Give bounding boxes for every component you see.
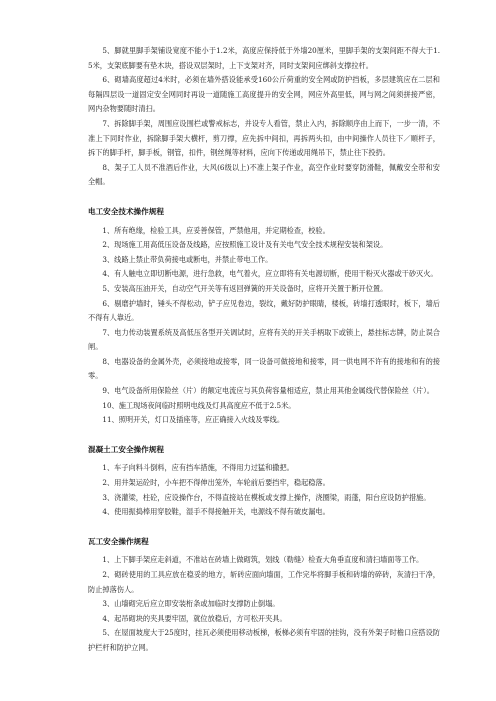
paragraph: 4、使用振捣棒用穿胶鞋，湿手不得接触开关，电源线不得有破皮漏电。 xyxy=(102,507,330,517)
paragraph: 5、脚就里脚手架铺设宽度不能小于1.2米，高度应保持低于外墙20厘米，里脚手架的支架间距不得大于1.5米，支架底脚要有垫木块，搭设双层架时，上下支架对齐，同时支架间应绑斜支撑拉杆。 xyxy=(88,46,440,70)
paragraph: 5、安装高压油开关，自动空气开关等有返回弹簧的开关设备时，应将开关置于断开位置。 xyxy=(102,283,388,293)
paragraph: 6、砌墙高度超过4米时，必须在墙外搭设能承受160公斤荷重的安全网或防护挡板，多层建筑应在二层和每隔四层设一道固定安全网同时再设一道随施工高度提升的安全网，网应外高里低，网与网之间须拼接严密，网内杂物要随时清扫。 xyxy=(88,75,440,114)
paragraph: 5、在屋面坡度大于25度时，挂瓦必须使用移动板梯，板梯必须有牢固的挂钩，没有外架子时檐口应搭设防护栏杆和防护立网。 xyxy=(88,628,440,652)
paragraph: 4、起吊砌块的夹具要牢固，就位放稳后，方可松开夹具。 xyxy=(102,613,287,623)
paragraph: 3、浇灌梁，柱砼，应设操作台，不得直接站在模板或支撑上操作，浇圈梁，雨蓬，阳台应设防护措施。 xyxy=(102,492,431,502)
paragraph: 6、剔磨护墙时，锤头不得松动，铲子应见卷边，裂纹，戴好防护眼睛，楼板，砖墙打透眼时，板下，墙后不得有人靠近。 xyxy=(88,298,440,323)
section-concrete xyxy=(88,443,440,520)
paragraph: 4、有人触电立即切断电源，进行急救，电气着火，应立即将有关电源切断，使用干粉灭火器或干砂灭火。 xyxy=(102,269,438,279)
paragraph: 3、线路上禁止带负荷接电或断电，并禁止带电工作。 xyxy=(102,254,273,264)
paragraph: 1、上下脚手架应走斜道，不准站在砖墙上做砌筑，划线（勒缝）检查大角垂直度和清扫墙面等工作。 xyxy=(102,555,424,565)
paragraph: 7、拆除脚手架，周围应设围栏或警戒标志，并设专人看管，禁止入内，拆除顺序由上而下，一步一清，不准上下同时作业，拆除脚手架大横杆，剪刀撑，应先拆中间扣，再拆两头扣，由中间操作人员往下／順杆子，拆下的脚手杆，脚手板，钢管，扣件，钢丝绳等材料，应向下传递或用绳吊下，禁止往下投扔。 xyxy=(88,118,440,158)
paragraph: 7、电力传动装置系统及高低压各型开关调试时，应将有关的开关手柄取下或锁上，悬挂标志牌，防止误合闸。 xyxy=(88,327,440,352)
section-electrician xyxy=(88,205,440,428)
paragraph: 11、照明开关，灯口及插座等，应正确接入火线及零线。 xyxy=(102,415,285,425)
section-heading: 混凝土工安全操作规程 xyxy=(88,444,164,454)
paragraph: 1、所有绝缘，检验工具，应妥善保管，严禁他用，并定期检查，校验。 xyxy=(102,225,330,235)
section-heading: 瓦工安全操作规程 xyxy=(88,536,149,546)
paragraph: 8、电器设备的金属外壳，必须接地或接零，同一设备可做接地和接零，同一供电网不许有的接地和有的接零。 xyxy=(88,356,440,381)
section-mason xyxy=(88,535,440,656)
section-heading: 电工安全技术操作规程 xyxy=(88,206,164,216)
paragraph: 8、架子工人员不准酒后作业，大风(6级以上)不准上架子作业，高空作业时要穿防滑鞋，佩戴安全带和安全帽。 xyxy=(88,162,440,187)
paragraph: 2、现场施工用高低压设备及线路，应按照施工设计及有关电气安全技术规程安装和架设。 xyxy=(102,240,388,250)
intro-block xyxy=(88,44,440,190)
paragraph: 1、车子向料斗倒料，应有挡车措施，不得用力过猛和撒把。 xyxy=(102,463,294,473)
paragraph: 9、电气设备所用保险丝（片）的额定电流应与其负荷容量相适应，禁止用其他金属线代替保险丝（片）。 xyxy=(102,386,434,396)
paragraph: 3、山墙砌完后应立即安装桁条或加临时支撑防止倒塌。 xyxy=(102,599,280,609)
paragraph: 2、用井架运砼时，小车把不得伸出笼外，车轮前后要挡牢，稳起稳落。 xyxy=(102,478,330,488)
paragraph: 10、施工现场夜间临时照明电线及灯具高度应不低于2.5米。 xyxy=(102,400,296,410)
paragraph: 2、砌砖使用的工具应放在稳妥的地方，斩砖应面向墙面，工作完毕将脚手板和砖墙的碎砖，灰清扫干净，防止掉落伤人。 xyxy=(88,570,440,594)
